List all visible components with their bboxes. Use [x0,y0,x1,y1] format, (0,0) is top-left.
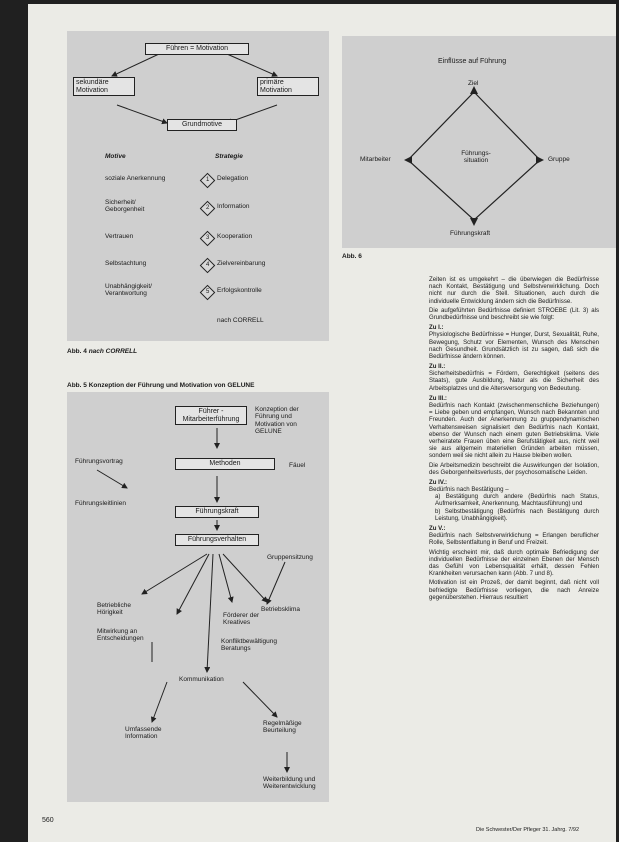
fig4-strategie-4: Zielvereinbarung [217,260,266,267]
fig5-b3: Betriebsklima [261,606,301,613]
fig4-strategie-5: Erfolgskontrolle [217,287,262,294]
fig5-box-methoden: Methoden [175,458,275,470]
paragraph: Die Arbeitsmedizin beschreibt die Auswirkungen der Isolation, des Geborgenheitsverlusts, der psychosomatische Leiden. [429,461,599,476]
document-page [28,4,616,842]
fig5-b9: Weiterbildung und Weiterentwicklung [263,776,316,791]
fig4-left-box: sekundäre Motivation [73,77,135,96]
section-heading: Zu III.: [429,394,447,402]
paragraph: Wichtig erscheint mir, daß durch optimale Befriedigung der individuellen Bedürfnisse der einzelnen Ebenen der Mensch das Gefühl von Lebensqualität erhält, dessen Fehlen Krankheiten verursachen kann (Abb. 7 und 8). [429,548,599,578]
fig4-top-box: Führen = Motivation [145,43,249,55]
running-footer: Die Schwester/Der Pfleger 31. Jahrg. 7/92 [476,827,580,833]
fig4-motive-3: Vertrauen [105,233,134,240]
paragraph: Bedürfnis nach Bestätigung – [429,486,509,494]
section-heading: Zu IV.: [429,478,448,486]
list-item: a) Bestätigung durch andere (Bedürfnis nach Status, Aufmerksamkeit, Anerkennung, Machtausführung) und [435,493,599,508]
fig4-strategie-3: Kooperation [217,233,253,240]
fig4-col-motive: Motive [105,153,126,160]
fig5-left-top: Führungsvortrag [75,458,123,465]
paragraph: Motivation ist ein Prozeß, der damit beginnt, daß nicht voll befriedigte Bedürfnisse vorliegen, die nach Anreize gegenüberstehen. Hierraus resultiert [429,579,599,601]
fig6-top: Ziel [468,80,479,87]
fig4-motive-4: Selbstachtung [105,260,147,267]
fig4-source: nach CORRELL [217,317,264,324]
fig5-right-gruppe: Gruppensitzung [267,554,313,561]
fig4-col-strategie: Strategie [215,153,243,160]
fig4-caption-text: nach CORRELL [88,348,138,355]
paragraph: Sicherheitsbedürfnis = Fördern, Gerechtigkeit (seitens des Staats), gute Ausbildung, Natur als die Sicherheit des Arbeitsplatzes und die Altersversorgung von Bedeutung. [429,370,599,392]
fig4-motive-1: soziale Anerkennung [105,175,166,182]
fig4-strategie-2: Information [217,203,250,210]
fig4-right-box: primäre Motivation [257,77,319,96]
figure-6-diamond [342,36,616,248]
fig4-num-2: 2 [200,201,216,217]
fig5-b2: Förderer der Kreatives [223,612,260,627]
fig6-bottom: Führungskraft [450,230,491,237]
fig5-note-top: Konzeption der Führung und Motivation von GELUNE [255,406,299,436]
fig5-b4: Mitwirkung an Entscheidungen [97,628,144,643]
fig5-box-top: Führer - Mitarbeiterführung [175,406,247,425]
figure-4-panel [67,31,329,341]
fig4-num-1: 1 [200,173,216,189]
section-heading: Zu I.: [429,324,444,332]
fig4-num-4: 4 [200,258,216,274]
fig5-box-verhalten: Führungsverhalten [175,534,259,546]
paragraph: Die aufgeführten Bedürfnisse definiert STROEBE (Lit. 3) als Grundbedürfnisse und beschreibt sie wie folgt: [429,306,599,321]
fig5-caption [67,382,254,389]
body-text-column [429,276,599,603]
fig5-caption-text: Konzeption der Führung und Motivation von GELUNE [88,382,255,389]
fig5-b1: Betriebliche Hörigkeit [97,602,131,617]
paragraph: Zeiten ist es umgekehrt – die überwiegen die Bedürfnisse nach Kontakt, Bestätigung und Selbstverwirklichung. Doch nicht nur durch die Stell. Situationen, auch durch die individuelle Entwicklung ändern sich die Bedürfnisse. [429,276,599,305]
fig6-caption: Abb. 6 [342,253,362,260]
figure-6-panel [342,36,616,248]
section-heading: Zu II.: [429,363,446,371]
fig5-b6: Kommunikation [179,676,224,683]
fig4-bottom-box: Grundmotive [167,119,237,131]
fig4-caption [67,348,137,355]
fig5-caption-label: Abb. 5 [67,382,87,389]
figure-5-arrows [67,392,329,802]
fig6-center: Führungs- situation [461,150,491,165]
fig4-motive-5: Unabhängigkeit/ Verantwortung [105,283,152,298]
paragraph: Bedürfnis nach Kontakt (zwischenmenschliche Beziehungen) = Liebe geben und empfangen, Wunsch nach Bekannten und Freunden. Auch der Anerkennung zu gruppendynamischen Verhaltensweisen signalisiert den Bedürfnis nach Kontakt, ebenso der Wunsch nach einem guten Betriebsklima. Viele verheiratete Frauen üben eine Berufstätigkeit aus, nicht weil sie aus allgemein materiellen Gründen arbeiten müssen, sondern weil sie nicht allein zu Hause bleiben wollen. [429,402,599,460]
section-heading: Zu V.: [429,525,446,532]
paragraph: Bedürfnis nach Selbstverwirklichung = Erlangen beruflicher Rolle, Selbstentfaltung in Beruf und Freizeit. [429,532,599,547]
fig6-right: Gruppe [548,156,570,163]
fig4-caption-label: Abb. 4 [67,348,87,355]
fig5-right-methoden: Fäuel [289,462,306,469]
fig4-motive-2: Sicherheit/ Geborgenheit [105,199,145,214]
fig5-b8: Regelmäßige Beurteilung [263,720,302,735]
fig4-strategie-1: Delegation [217,175,249,182]
fig6-left: Mitarbeiter [360,156,391,163]
list-item: b) Selbstbestätigung (Bedürfnis nach Bestätigung durch Leistung, Unabhängigkeit). [435,507,599,522]
fig4-num-3: 3 [200,231,216,247]
page-number: 560 [42,817,54,824]
figure-5-panel [67,392,329,802]
fig5-b7: Umfassende Information [125,726,162,741]
paragraph: Physiologische Bedürfnisse = Hunger, Durst, Sexualität, Ruhe, Bewegung, Schutz vor Elementen, Wunsch des Menschen nach Gesundheit. Grundsätzlich ist zu sagen, daß sich die Bedürfnisse ändern können. [429,331,599,360]
fig5-left-mid: Führungsleitlinien [75,500,126,507]
fig5-box-kraft: Führungskraft [175,506,259,518]
fig6-title: Einflüsse auf Führung [438,58,507,65]
fig5-b5: Konfliktbewältigung Beratungs [221,638,278,653]
fig4-num-5: 5 [200,285,216,301]
